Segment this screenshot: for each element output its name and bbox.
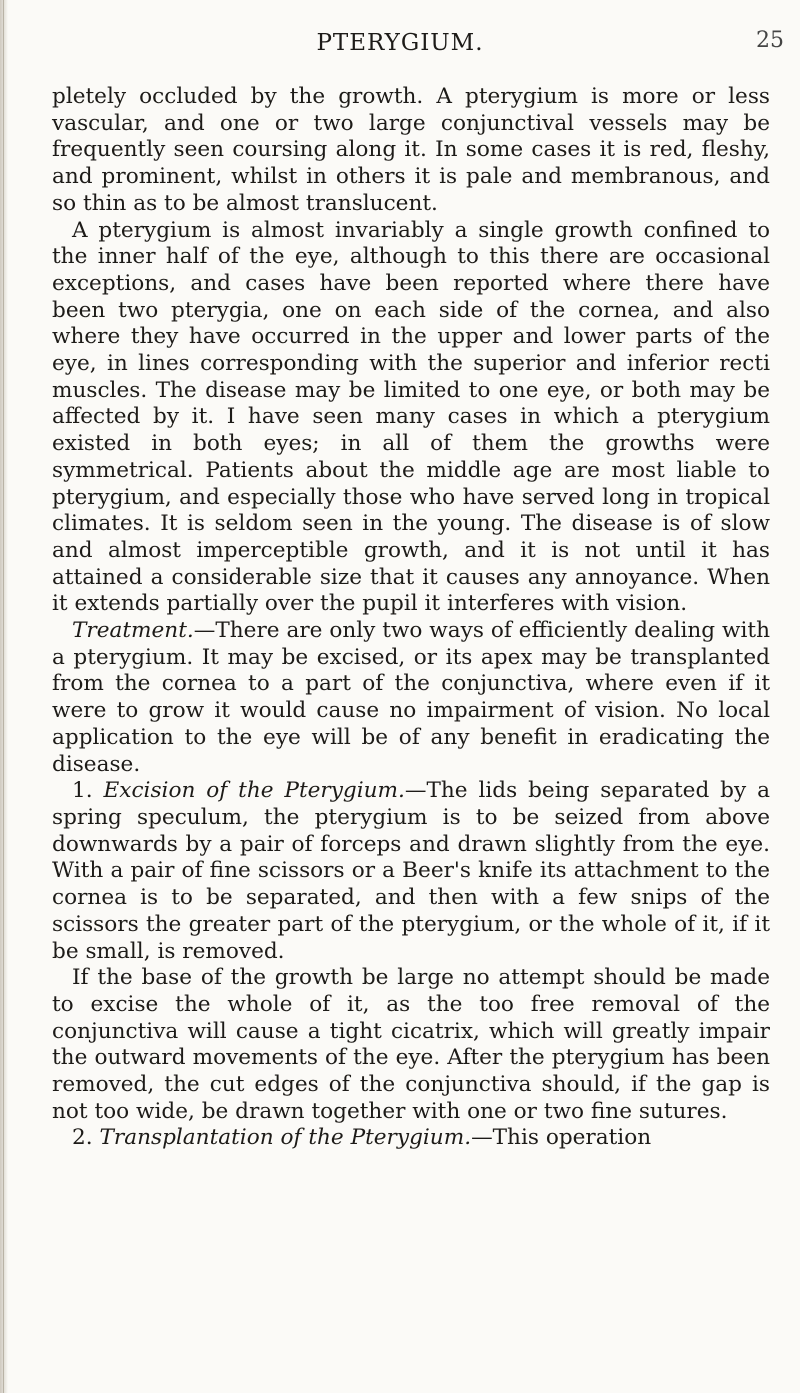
paragraph-text: —The lids being separated by a spring speculum, the pterygium is to be seized from above downwards by a pair of forceps and drawn slightly from the eye. With a pair of fine scissors or a Beer's knife its attachment to the cornea is to be separated, and then with a few snips of the scissors the greater part of the pterygium, or the whole of it, if it be small, is removed.	[52, 778, 770, 964]
section-heading-treatment: Treatment.	[72, 618, 194, 644]
paragraph-text: —There are only two ways of efficiently dealing with a pterygium. It may be excised, or its apex may be transplanted from the cornea to a part of the conjunctiva, where even if it were to grow it would cause no impairment of vision. No local application to the eye will be of any benefit in eradicating the disease.	[52, 618, 770, 777]
page-header	[0, 20, 800, 70]
running-title: PTERYGIUM.	[316, 30, 484, 56]
section-heading-excision: Excision of the Pterygium.	[103, 778, 405, 804]
paragraph-text: If the base of the growth be large no attempt should be made to excise the whole of it, as the too free removal of the conjunctiva will cause a tight cicatrix, which will greatly impair the outward movements of the eye. After the pterygium has been removed, the cut edges of the conjunctiva should, if the gap is not too wide, be drawn together with one or two fine sutures.	[52, 965, 770, 1124]
list-number: 1.	[72, 778, 93, 804]
list-number: 2.	[72, 1125, 93, 1151]
book-spine-edge	[0, 0, 8, 1393]
paragraph-text: A pterygium is almost invariably a single growth confined to the inner half of the eye, although to this there are occasional exceptions, and cases have been reported where there have been two pterygia, one on each side of the cornea, and also where they have occurred in the upper and lower parts of the eye, in lines corresponding with the superior and inferior recti muscles. The disease may be limited to one eye, or both may be affected by it. I have seen many cases in which a pterygium existed in both eyes; in all of them the growths were symmetrical. Patients about the middle age are most liable to pterygium, and especially those who have served long in tropical climates. It is seldom seen in the young. The disease is of slow and almost imperceptible growth, and it is not until it has attained a considerable size that it causes any annoyance. When it extends partially over the pupil it interferes with vision.	[52, 217, 770, 617]
body-text	[52, 84, 770, 1152]
gutter-line	[3, 0, 4, 1393]
section-heading-transplantation: Transplantation of the Pterygium.	[99, 1125, 472, 1151]
paragraph-text: pletely occluded by the growth. A pterygium is more or less vascular, and one or two large conjunctival vessels may be frequently seen coursing along it. In some cases it is red, fleshy, and prominent, whilst in others it is pale and membranous, and so thin as to be almost translucent.	[52, 84, 770, 216]
page-number: 25	[756, 28, 784, 53]
paragraph-text: —This operation	[471, 1125, 652, 1151]
paragraph-transplantation	[52, 1125, 770, 1152]
paragraph-excision	[52, 778, 770, 965]
paragraph-pterygium-description	[52, 218, 770, 619]
paragraph-large-base	[52, 965, 770, 1125]
paragraph-treatment	[52, 618, 770, 778]
paragraph-continuation	[52, 84, 770, 218]
